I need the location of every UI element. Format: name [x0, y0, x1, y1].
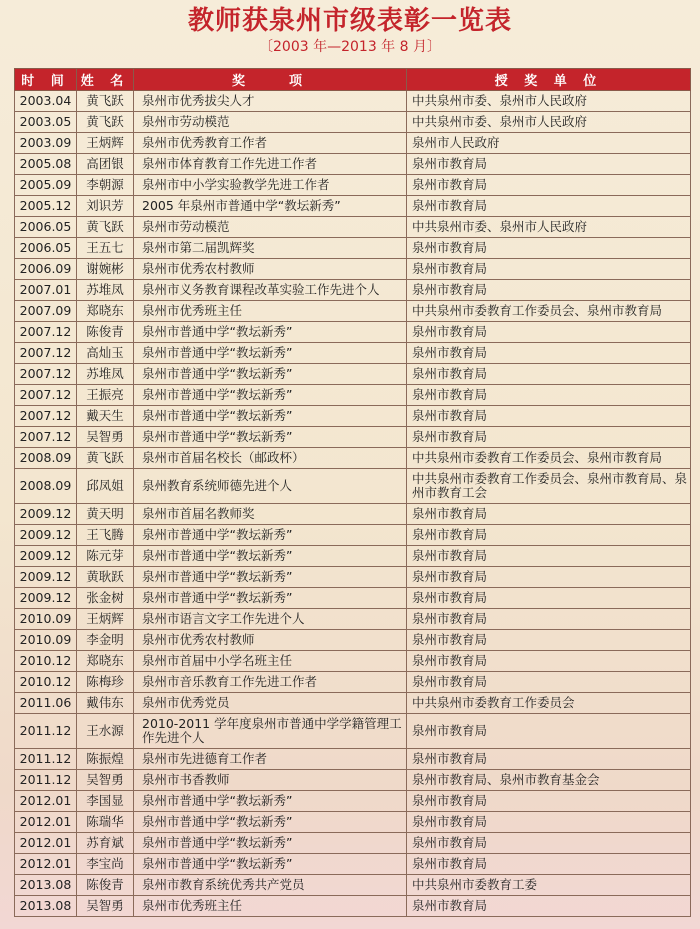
table-row	[15, 693, 691, 714]
cell-org: 泉州市教育局	[407, 504, 691, 525]
cell-date: 2007.01	[15, 280, 77, 301]
cell-award: 泉州市普通中学“教坛新秀”	[134, 588, 407, 609]
table-row	[15, 714, 691, 749]
table-row	[15, 749, 691, 770]
cell-name: 陈俊青	[77, 322, 134, 343]
cell-date: 2008.09	[15, 448, 77, 469]
cell-award: 泉州市优秀教育工作者	[134, 133, 407, 154]
cell-award: 泉州市普通中学“教坛新秀”	[134, 791, 407, 812]
cell-name: 张金树	[77, 588, 134, 609]
cell-name: 李宝尚	[77, 854, 134, 875]
cell-award: 泉州教育系统师德先进个人	[134, 469, 407, 504]
table-row	[15, 567, 691, 588]
cell-date: 2006.05	[15, 238, 77, 259]
table-row	[15, 770, 691, 791]
cell-date: 2011.06	[15, 693, 77, 714]
cell-org: 泉州市教育局	[407, 238, 691, 259]
cell-org: 泉州市教育局	[407, 343, 691, 364]
cell-date: 2005.09	[15, 175, 77, 196]
cell-org: 泉州市教育局	[407, 812, 691, 833]
cell-award: 泉州市语言文字工作先进个人	[134, 609, 407, 630]
cell-award: 泉州市普通中学“教坛新秀”	[134, 812, 407, 833]
table-row	[15, 175, 691, 196]
cell-org: 中共泉州市委教育工作委员会、泉州市教育局	[407, 301, 691, 322]
cell-award: 泉州市优秀农村教师	[134, 630, 407, 651]
cell-date: 2003.05	[15, 112, 77, 133]
cell-name: 邱凤姐	[77, 469, 134, 504]
cell-org: 泉州市教育局	[407, 280, 691, 301]
cell-award: 泉州市普通中学“教坛新秀”	[134, 427, 407, 448]
cell-name: 吴智勇	[77, 896, 134, 917]
cell-award: 泉州市普通中学“教坛新秀”	[134, 525, 407, 546]
cell-name: 戴天生	[77, 406, 134, 427]
cell-award: 泉州市普通中学“教坛新秀”	[134, 833, 407, 854]
cell-org: 中共泉州市委、泉州市人民政府	[407, 91, 691, 112]
table-row	[15, 301, 691, 322]
table-body	[15, 91, 691, 917]
table-row	[15, 427, 691, 448]
cell-award: 泉州市普通中学“教坛新秀”	[134, 385, 407, 406]
cell-date: 2003.09	[15, 133, 77, 154]
table-row	[15, 791, 691, 812]
cell-org: 中共泉州市委教育工作委员会	[407, 693, 691, 714]
cell-date: 2006.05	[15, 217, 77, 238]
cell-award: 泉州市第二届凯辉奖	[134, 238, 407, 259]
cell-name: 吴智勇	[77, 770, 134, 791]
cell-name: 王飞腾	[77, 525, 134, 546]
table-row	[15, 154, 691, 175]
cell-org: 中共泉州市委、泉州市人民政府	[407, 217, 691, 238]
cell-award: 泉州市中小学实验教学先进工作者	[134, 175, 407, 196]
cell-org: 泉州市教育局	[407, 630, 691, 651]
cell-date: 2009.12	[15, 504, 77, 525]
cell-award: 泉州市书香教师	[134, 770, 407, 791]
cell-award: 泉州市优秀班主任	[134, 301, 407, 322]
cell-org: 泉州市教育局	[407, 588, 691, 609]
cell-award: 泉州市教育系统优秀共产党员	[134, 875, 407, 896]
cell-date: 2008.09	[15, 469, 77, 504]
cell-award: 泉州市劳动模范	[134, 217, 407, 238]
cell-name: 黄天明	[77, 504, 134, 525]
cell-name: 苏堆凤	[77, 364, 134, 385]
cell-org: 泉州市教育局	[407, 714, 691, 749]
table-row	[15, 385, 691, 406]
cell-date: 2011.12	[15, 770, 77, 791]
cell-award: 2005 年泉州市普通中学“教坛新秀”	[134, 196, 407, 217]
cell-date: 2009.12	[15, 546, 77, 567]
cell-name: 王五七	[77, 238, 134, 259]
table-row	[15, 546, 691, 567]
cell-name: 陈元芽	[77, 546, 134, 567]
cell-award: 泉州市首届名校长（邮政杯）	[134, 448, 407, 469]
table-row	[15, 833, 691, 854]
cell-name: 王炳辉	[77, 133, 134, 154]
cell-award: 泉州市首届中小学名班主任	[134, 651, 407, 672]
page-header	[0, 0, 700, 61]
cell-date: 2009.12	[15, 588, 77, 609]
cell-name: 苏育斌	[77, 833, 134, 854]
cell-award: 泉州市优秀拔尖人才	[134, 91, 407, 112]
cell-name: 刘识芳	[77, 196, 134, 217]
table-row	[15, 112, 691, 133]
cell-name: 李国显	[77, 791, 134, 812]
cell-date: 2012.01	[15, 854, 77, 875]
cell-name: 陈梅珍	[77, 672, 134, 693]
cell-date: 2010.09	[15, 609, 77, 630]
table-row	[15, 259, 691, 280]
page-title: 教师获泉州市级表彰一览表	[187, 6, 512, 36]
table-row	[15, 854, 691, 875]
table-row	[15, 238, 691, 259]
cell-org: 泉州市教育局、泉州市教育基金会	[407, 770, 691, 791]
cell-org: 泉州市教育局	[407, 196, 691, 217]
cell-award: 泉州市优秀农村教师	[134, 259, 407, 280]
cell-name: 戴伟东	[77, 693, 134, 714]
cell-org: 泉州市教育局	[407, 525, 691, 546]
table-row	[15, 322, 691, 343]
cell-date: 2012.01	[15, 791, 77, 812]
table-row	[15, 525, 691, 546]
cell-award: 泉州市劳动模范	[134, 112, 407, 133]
table-header-row	[15, 69, 691, 91]
cell-date: 2007.12	[15, 385, 77, 406]
cell-name: 黄飞跃	[77, 217, 134, 238]
cell-name: 高灿玉	[77, 343, 134, 364]
cell-award: 2010-2011 学年度泉州市普通中学学籍管理工作先进个人	[134, 714, 407, 749]
cell-org: 中共泉州市委教育工委	[407, 875, 691, 896]
cell-org: 泉州市教育局	[407, 672, 691, 693]
cell-date: 2007.12	[15, 427, 77, 448]
cell-award: 泉州市普通中学“教坛新秀”	[134, 322, 407, 343]
cell-name: 黄耿跃	[77, 567, 134, 588]
table-row	[15, 343, 691, 364]
table-row	[15, 406, 691, 427]
cell-name: 黄飞跃	[77, 448, 134, 469]
cell-org: 泉州市教育局	[407, 385, 691, 406]
table-row	[15, 448, 691, 469]
table-row	[15, 91, 691, 112]
cell-award: 泉州市普通中学“教坛新秀”	[134, 406, 407, 427]
cell-org: 中共泉州市委、泉州市人民政府	[407, 112, 691, 133]
cell-date: 2003.04	[15, 91, 77, 112]
cell-name: 苏堆凤	[77, 280, 134, 301]
cell-award: 泉州市普通中学“教坛新秀”	[134, 343, 407, 364]
cell-date: 2013.08	[15, 896, 77, 917]
cell-award: 泉州市先进德育工作者	[134, 749, 407, 770]
cell-date: 2007.12	[15, 364, 77, 385]
cell-award: 泉州市普通中学“教坛新秀”	[134, 546, 407, 567]
cell-org: 泉州市教育局	[407, 154, 691, 175]
cell-name: 黄飞跃	[77, 91, 134, 112]
cell-org: 泉州市教育局	[407, 259, 691, 280]
cell-date: 2007.09	[15, 301, 77, 322]
cell-award: 泉州市体育教育工作先进工作者	[134, 154, 407, 175]
table-row	[15, 588, 691, 609]
table-row	[15, 609, 691, 630]
cell-name: 陈俊青	[77, 875, 134, 896]
cell-name: 陈瑞华	[77, 812, 134, 833]
cell-org: 泉州市教育局	[407, 791, 691, 812]
table-row	[15, 504, 691, 525]
cell-date: 2007.12	[15, 343, 77, 364]
cell-award: 泉州市普通中学“教坛新秀”	[134, 854, 407, 875]
cell-name: 王振亮	[77, 385, 134, 406]
column-header-org: 授 奖 单 位	[407, 69, 691, 91]
cell-date: 2006.09	[15, 259, 77, 280]
cell-org: 泉州市教育局	[407, 651, 691, 672]
cell-date: 2013.08	[15, 875, 77, 896]
cell-name: 郑晓东	[77, 651, 134, 672]
cell-award: 泉州市优秀班主任	[134, 896, 407, 917]
cell-org: 泉州市教育局	[407, 406, 691, 427]
cell-name: 李朝源	[77, 175, 134, 196]
table-row	[15, 133, 691, 154]
cell-date: 2012.01	[15, 833, 77, 854]
awards-table	[14, 68, 691, 917]
table-row	[15, 217, 691, 238]
cell-award: 泉州市音乐教育工作先进工作者	[134, 672, 407, 693]
cell-date: 2005.12	[15, 196, 77, 217]
column-header-date: 时 间	[15, 69, 77, 91]
cell-date: 2009.12	[15, 525, 77, 546]
cell-award: 泉州市普通中学“教坛新秀”	[134, 364, 407, 385]
cell-org: 泉州市教育局	[407, 854, 691, 875]
cell-org: 泉州市教育局	[407, 567, 691, 588]
cell-date: 2010.12	[15, 672, 77, 693]
column-header-award: 奖 项	[134, 69, 407, 91]
cell-org: 中共泉州市委教育工作委员会、泉州市教育局、泉州市教育工会	[407, 469, 691, 504]
cell-date: 2007.12	[15, 322, 77, 343]
cell-date: 2009.12	[15, 567, 77, 588]
cell-org: 泉州市教育局	[407, 175, 691, 196]
cell-org: 中共泉州市委教育工作委员会、泉州市教育局	[407, 448, 691, 469]
table-row	[15, 280, 691, 301]
cell-name: 王炳辉	[77, 609, 134, 630]
cell-name: 陈振煌	[77, 749, 134, 770]
cell-org: 泉州市教育局	[407, 322, 691, 343]
cell-org: 泉州市人民政府	[407, 133, 691, 154]
table-row	[15, 672, 691, 693]
cell-name: 黄飞跃	[77, 112, 134, 133]
column-header-name: 姓 名	[77, 69, 134, 91]
table-row	[15, 196, 691, 217]
table-row	[15, 364, 691, 385]
cell-date: 2010.09	[15, 630, 77, 651]
cell-award: 泉州市优秀党员	[134, 693, 407, 714]
cell-org: 泉州市教育局	[407, 833, 691, 854]
cell-name: 吴智勇	[77, 427, 134, 448]
cell-org: 泉州市教育局	[407, 749, 691, 770]
cell-award: 泉州市普通中学“教坛新秀”	[134, 567, 407, 588]
table-row	[15, 651, 691, 672]
cell-name: 高团银	[77, 154, 134, 175]
cell-award: 泉州市首届名教师奖	[134, 504, 407, 525]
cell-date: 2012.01	[15, 812, 77, 833]
table-row	[15, 896, 691, 917]
cell-date: 2011.12	[15, 714, 77, 749]
table-row	[15, 469, 691, 504]
cell-name: 郑晓东	[77, 301, 134, 322]
table-row	[15, 812, 691, 833]
cell-date: 2005.08	[15, 154, 77, 175]
cell-name: 王水源	[77, 714, 134, 749]
cell-date: 2011.12	[15, 749, 77, 770]
cell-date: 2010.12	[15, 651, 77, 672]
cell-org: 泉州市教育局	[407, 896, 691, 917]
cell-name: 李金明	[77, 630, 134, 651]
table-row	[15, 875, 691, 896]
cell-name: 谢婉彬	[77, 259, 134, 280]
cell-org: 泉州市教育局	[407, 546, 691, 567]
cell-org: 泉州市教育局	[407, 427, 691, 448]
page-subtitle: 〔2003 年—2013 年 8 月〕	[259, 39, 441, 55]
cell-date: 2007.12	[15, 406, 77, 427]
cell-org: 泉州市教育局	[407, 609, 691, 630]
cell-award: 泉州市义务教育课程改革实验工作先进个人	[134, 280, 407, 301]
table-row	[15, 630, 691, 651]
cell-org: 泉州市教育局	[407, 364, 691, 385]
